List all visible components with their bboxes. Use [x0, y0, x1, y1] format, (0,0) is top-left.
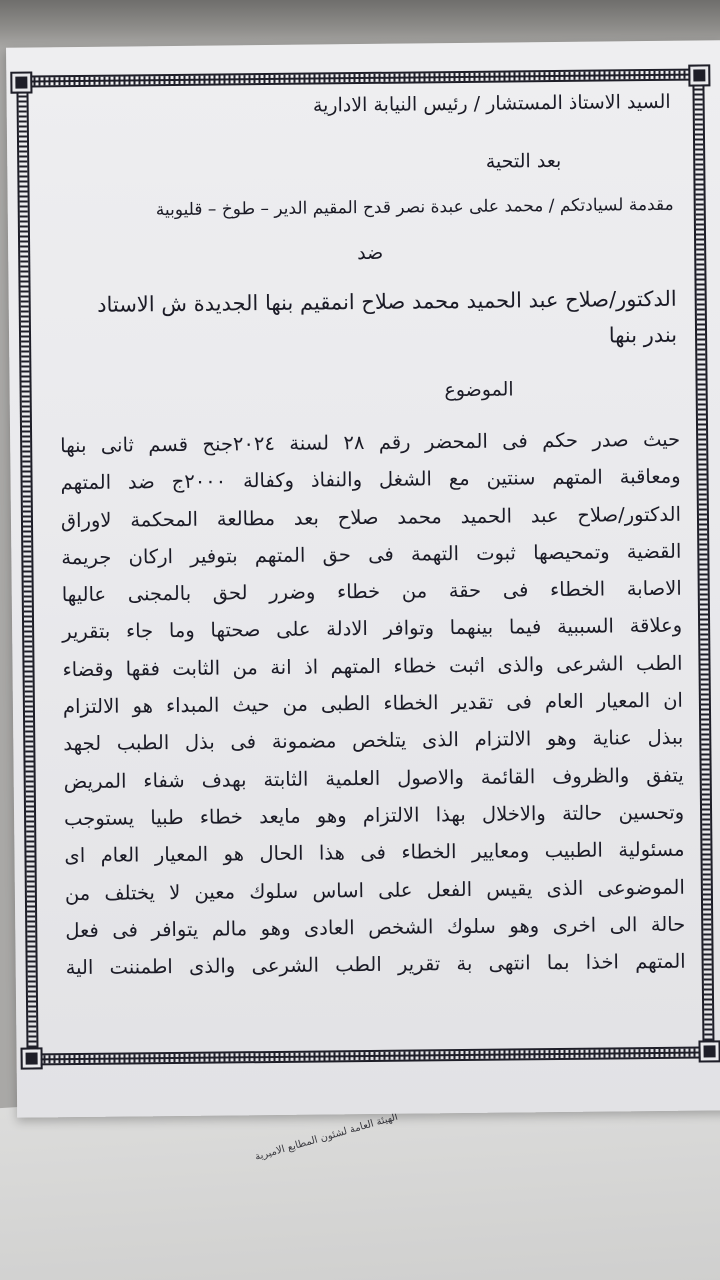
against-label: ضد — [357, 241, 384, 265]
submitted-by: مقدمة لسيادتكم / محمد على عبدة نصر قدح المقيم الدير – طوخ – قليوبية — [155, 194, 674, 221]
subject-heading: الموضوع — [444, 378, 514, 402]
underlying-page-org: الهيئة العامة لشئون المطابع الاميرية — [253, 1111, 400, 1163]
against-heading — [58, 239, 682, 268]
greeting: بعد التحية — [485, 149, 562, 173]
border-bottom — [29, 1046, 713, 1065]
corner-ornament-icon — [700, 1042, 718, 1060]
body-line: الطب الشرعى والذى اثبت خطاء المتهم اذ انة من الثابت فقها وقضاء — [62, 651, 683, 681]
addressee: السيد الاستاذ المستشار / رئيس النيابة الادارية — [312, 90, 671, 117]
body-line: وعلاقة السببية فيما بينهما وتوافر الادلة على صحتها وما جاء بتقرير — [62, 614, 683, 644]
border-top — [18, 68, 702, 87]
body-line: يتفق والظروف القائمة والاصول العلمية الثابتة بهدف شفاء المريض — [63, 763, 684, 793]
body-line: ان المعيار العام فى تقدير الخطاء الطبى من حيث المبداء هو الالتزام — [62, 688, 684, 719]
body-line: الموضوعى الذى يقيس الفعل على اساس سلوك معين لا يختلف من — [64, 875, 685, 905]
body-line: مسئولية الطبيب ومعايير الخطاء فى هذا الحال هو المعيار العام اى — [64, 837, 685, 868]
body-line: المتهم اخذا بما انتهى بة تقرير الطب الشرعى والذى اطمننت الية — [65, 949, 686, 980]
body-line: القضية وتمحيصها ثبوت التهمة فى حق المتهم بتوفير اركان جريمة — [61, 539, 682, 570]
document-page — [6, 40, 720, 1117]
defendant-line-1: الدكتور/صلاح عبد الحميد محمد صلاح انمقيم بنها الجديدة ش الاستاد — [97, 286, 677, 317]
body-line: ومعاقبة المتهم سنتين مع الشغل والنفاذ وكفالة ٢٠٠٠ج ضد المتهم — [60, 464, 681, 495]
border-left — [16, 84, 38, 1058]
document-content — [57, 90, 686, 980]
body-line: الدكتور/صلاح عبد الحميد محمد صلاح بعد مطالعة المحكمة لاوراق — [60, 502, 682, 532]
corner-ornament-icon — [690, 66, 708, 84]
body-text — [60, 421, 686, 987]
corner-ornament-icon — [23, 1049, 41, 1067]
border-right — [692, 76, 714, 1050]
body-line: حيث صدر حكم فى المحضر رقم ٢٨ لسنة ٢٠٢٤جنح قسم ثانى بنها — [60, 427, 681, 458]
body-line: الاصابة الخطاء فى حقة من خطاء وضرر لحق بالمجنى عاليها — [61, 576, 682, 607]
body-line: ببذل عناية وهو الالتزام الذى يتلخص مضمونة فى بذل الطبب لجهد — [63, 726, 684, 756]
body-line: وتحسين حالتة والاخلال بهذا الالتزام وهو مايعد خطاء طبيا يستوجب — [63, 800, 685, 831]
defendant-line-2: بندر بنها — [608, 322, 678, 348]
corner-ornament-icon — [12, 73, 30, 91]
body-line: حالة الى اخرى وهو سلوك الشخص العادى وهو مالم يتوافر فى فعل — [65, 912, 686, 943]
